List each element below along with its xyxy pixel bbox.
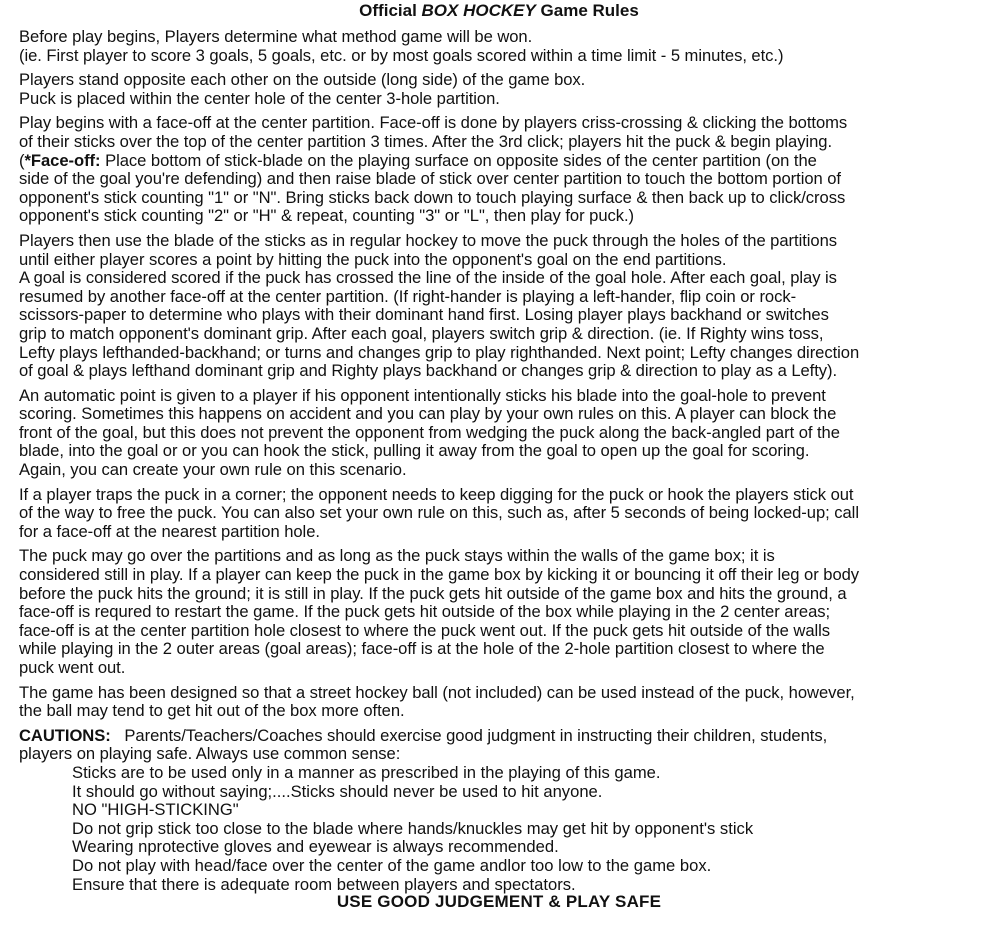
paragraph-line: before the puck hits the ground; it is still in play. If the puck gets hit outside of the game box and hits the ground, a	[19, 583, 847, 603]
rule-paragraph-scoring	[19, 232, 979, 381]
paragraph-line: If a player traps the puck in a corner; the opponent needs to keep digging for the puck or hook the players stick out	[19, 484, 854, 504]
paragraph-line: Lefty plays lefthanded-backhand; or turns and changes grip to play righthanded. Next point; Lefty changes direction	[19, 342, 860, 362]
page-title	[19, 1, 979, 21]
paragraph-line: players on playing safe. Always use common sense:	[19, 744, 401, 764]
paragraph-line: side of the goal you're defending) and then raise blade of stick over center partition to touch the bottom portion of	[19, 169, 841, 189]
paragraph-line: considered still in play. If a player can keep the puck in the game box by kicking it or bouncing it off their leg or body	[19, 565, 860, 585]
rule-paragraph-faceoff	[19, 114, 979, 226]
paragraph-line: Play begins with a face-off at the center partition. Face-off is done by players criss-crossing & clicking the bottoms	[19, 113, 848, 133]
paragraph-line: blade, into the goal or or you can hook the stick, pulling it away from the goal to open up the goal for scoring.	[19, 441, 810, 461]
rule-paragraph-out-of-bounds	[19, 547, 979, 677]
caution-item: Do not play with head/face over the center of the game andlor too low to the game box.	[72, 855, 712, 875]
title-emphasis: BOX HOCKEY	[421, 1, 536, 20]
paragraph-line: scissors-paper to determine who plays with their dominant hand first. Losing player plays backhand or switches	[19, 305, 829, 325]
title-prefix: Official	[359, 1, 422, 20]
faceoff-label: *Face-off:	[24, 150, 101, 170]
paragraph-line: of their sticks over the top of the center partition 3 times. After the 3rd click; players hit the puck & begin playing.	[19, 131, 833, 151]
caution-item: Wearing nprotective gloves and eyewear is always recommended.	[72, 837, 559, 857]
paragraph-line: resumed by another face-off at the center partition. (If right-hander is playing a left-hander, flip coin or rock-	[19, 286, 797, 306]
paragraph-line: grip to match opponent's dominant grip. After each goal, players switch grip & direction. (ie. If Righty wins toss,	[19, 323, 824, 343]
faceoff-note-line	[19, 152, 979, 171]
paragraph-line: A goal is considered scored if the puck has crossed the line of the inside of the goal hole. After each goal, play is	[19, 268, 837, 288]
paragraph-line: of the way to free the puck. You can also set your own rule on this, such as, after 5 seconds of being locked-up; call	[19, 503, 859, 523]
cautions-intro-line	[19, 727, 979, 746]
title-suffix: Game Rules	[535, 1, 639, 20]
cautions-section	[19, 727, 979, 764]
paragraph-line: The puck may go over the partitions and as long as the puck stays within the walls of the game box; it is	[19, 546, 775, 566]
faceoff-open-paren: (	[19, 150, 25, 170]
rule-paragraph-automatic-point	[19, 387, 979, 480]
caution-item: Do not grip stick too close to the blade where hands/knuckles may get hit by opponent's stick	[72, 818, 754, 838]
safety-footer: USE GOOD JUDGEMENT & PLAY SAFE	[336, 892, 662, 912]
rule-paragraph-win-method	[19, 28, 979, 65]
caution-item: Ensure that there is adequate room between players and spectators.	[72, 874, 576, 894]
faceoff-text: Place bottom of stick-blade on the playing surface on opposite sides of the center partition (on the	[100, 150, 817, 170]
cautions-label: CAUTIONS:	[19, 725, 111, 745]
caution-item: It should go without saying;....Sticks should never be used to hit anyone.	[72, 781, 603, 801]
paragraph-line: Players then use the blade of the sticks as in regular hockey to move the puck through the holes of the partitions	[19, 230, 838, 250]
rules-document	[19, 0, 979, 911]
caution-item: NO "HIGH-STICKING"	[72, 800, 239, 820]
paragraph-line: until either player scores a point by hitting the puck into the opponent's goal on the end partitions.	[19, 249, 727, 269]
caution-item: Sticks are to be used only in a manner as prescribed in the playing of this game.	[72, 762, 661, 782]
rule-paragraph-setup	[19, 71, 979, 108]
paragraph-line: front of the goal, but this does not prevent the opponent from wedging the puck along the back-angled part of the	[19, 422, 840, 442]
paragraph-line: scoring. Sometimes this happens on accident and you can play by your own rules on this. A player can block the	[19, 404, 837, 424]
paragraph-line: Again, you can create your own rule on this scenario.	[19, 460, 407, 480]
paragraph-line: Before play begins, Players determine what method game will be won.	[19, 27, 533, 46]
paragraph-line: (ie. First player to score 3 goals, 5 goals, etc. or by most goals scored within a time limit - 5 minutes, etc.)	[19, 45, 784, 65]
paragraph-line: Players stand opposite each other on the outside (long side) of the game box.	[19, 70, 586, 90]
cautions-list	[19, 764, 979, 894]
rule-paragraph-street-ball	[19, 684, 979, 721]
paragraph-line: opponent's stick counting "2" or "H" & repeat, counting "3" or "L", then play for puck.)	[19, 206, 635, 226]
paragraph-line: puck went out.	[19, 658, 126, 677]
paragraph-line: face-off is requred to restart the game. If the puck gets hit outside of the box while playing in the 2 center areas;	[19, 602, 831, 622]
paragraph-line: face-off is at the center partition hole closest to where the puck went out. If the puck gets hit outside of the walls	[19, 620, 831, 640]
paragraph-line: An automatic point is given to a player if his opponent intentionally sticks his blade into the goal-hole to prevent	[19, 385, 826, 405]
cautions-intro-text: Parents/Teachers/Coaches should exercise good judgment in instructing their children, students,	[110, 725, 828, 745]
paragraph-line: opponent's stick counting "1" or "N". Bring sticks back down to touch playing surface & then back up to click/cross	[19, 187, 846, 207]
paragraph-line: The game has been designed so that a street hockey ball (not included) can be used instead of the puck, however,	[19, 682, 855, 702]
paragraph-line: Puck is placed within the center hole of the center 3-hole partition.	[19, 88, 500, 108]
paragraph-line: the ball may tend to get hit out of the box more often.	[19, 701, 405, 721]
rule-paragraph-corner-trap	[19, 486, 979, 542]
paragraph-line: for a face-off at the nearest partition hole.	[19, 521, 320, 541]
paragraph-line: while playing in the 2 outer areas (goal areas); face-off is at the hole of the 2-hole partition closest to where the	[19, 639, 825, 659]
paragraph-line: of goal & plays lefthand dominant grip and Righty plays backhand or changes grip & direction to play as a Lefty).	[19, 361, 838, 381]
